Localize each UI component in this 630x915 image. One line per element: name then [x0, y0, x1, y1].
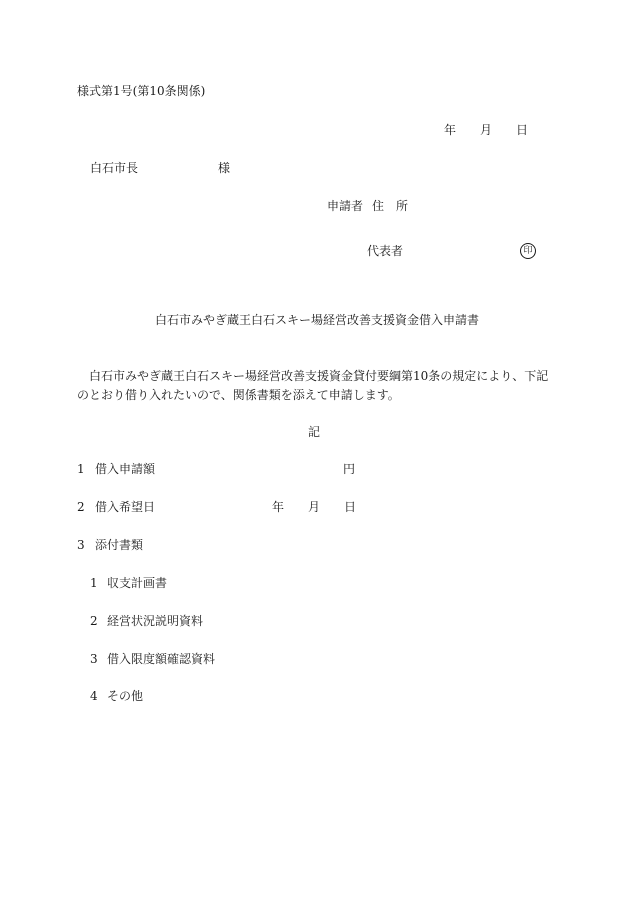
form-number: 様式第1号(第10条関係)	[77, 84, 206, 98]
date-month: 月	[480, 123, 493, 137]
attachment-label: 経営状況説明資料	[107, 614, 204, 628]
seal-mark: 印	[520, 243, 536, 259]
attachment-number: 3	[90, 652, 98, 666]
item-2-number: 2	[77, 500, 85, 514]
representative-label: 代表者	[367, 244, 404, 258]
addressee-name: 白石市長	[90, 161, 139, 175]
addressee-honorific: 様	[218, 161, 231, 175]
ki-heading: 記	[308, 425, 321, 439]
date-day: 日	[516, 123, 529, 137]
item-2-year: 年	[272, 500, 285, 514]
item-3-label: 添付書類	[95, 538, 144, 552]
body-paragraph: 白石市みやぎ蔵王白石スキー場経営改善支援資金貸付要綱第10条の規定により、下記のとおり借り入れたいので、関係書類を添えて申請します。	[77, 369, 549, 402]
attachment-number: 4	[90, 689, 98, 703]
item-2-day: 日	[344, 500, 357, 514]
attachment-number: 2	[90, 614, 98, 628]
attachment-label: 収支計画書	[107, 576, 168, 590]
item-1-unit: 円	[343, 462, 356, 476]
item-3-number: 3	[77, 538, 85, 552]
item-1-number: 1	[77, 462, 85, 476]
item-2-label: 借入希望日	[95, 500, 156, 514]
applicant-label: 申請者	[327, 199, 364, 213]
attachment-number: 1	[90, 576, 98, 590]
item-1-label: 借入申請額	[95, 462, 156, 476]
date-year: 年	[444, 123, 457, 137]
attachment-label: 借入限度額確認資料	[107, 652, 216, 666]
applicant-address-label: 住 所	[372, 199, 409, 213]
attachment-label: その他	[107, 689, 144, 703]
item-2-month: 月	[308, 500, 321, 514]
document-title: 白石市みやぎ蔵王白石スキー場経営改善支援資金借入申請書	[155, 313, 480, 327]
